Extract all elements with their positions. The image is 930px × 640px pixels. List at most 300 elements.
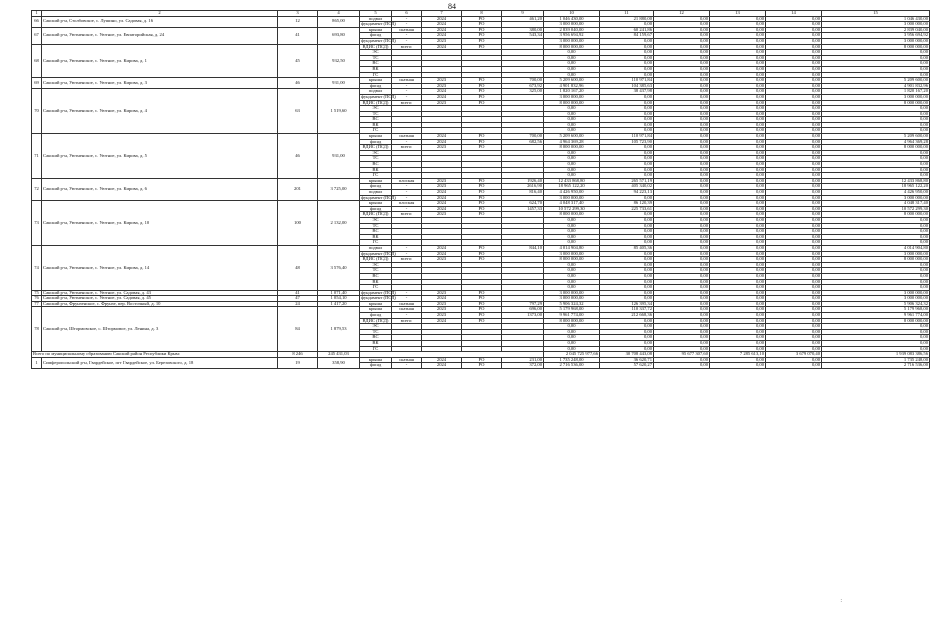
value-cell: 0,00 bbox=[822, 341, 930, 347]
value-cell: 3 000 000,00 bbox=[544, 296, 600, 302]
value-cell: РО bbox=[462, 363, 502, 369]
value-cell: 0,00 bbox=[654, 122, 710, 128]
value-cell: 3 000 000,00 bbox=[544, 195, 600, 201]
value-cell: 105 723,90 bbox=[600, 139, 654, 145]
value-cell: 0,00 bbox=[766, 234, 822, 240]
value-cell: 0,00 bbox=[544, 167, 600, 173]
value-cell: 0,00 bbox=[822, 72, 930, 78]
value-cell: крыша bbox=[360, 301, 392, 307]
value-cell: 0,00 bbox=[710, 61, 766, 67]
value-cell: 0,00 bbox=[766, 190, 822, 196]
value-cell: 0,00 bbox=[766, 363, 822, 369]
value-cell: 0,00 bbox=[654, 234, 710, 240]
value-cell: всего: bbox=[392, 257, 422, 263]
value-cell: 2024 bbox=[422, 89, 462, 95]
value-cell: 3 000 000,00 bbox=[544, 94, 600, 100]
value-cell: 8 000 000,00 bbox=[822, 145, 930, 151]
header-cell: 12 bbox=[654, 11, 710, 17]
value-cell: 0,00 bbox=[822, 268, 930, 274]
value-cell: 0,00 bbox=[544, 346, 600, 352]
value-cell: 0,00 bbox=[710, 66, 766, 72]
row-number: 77 bbox=[32, 301, 42, 307]
value-cell: 2024 bbox=[422, 357, 462, 363]
row-number: 75 bbox=[32, 290, 42, 296]
value-cell: 2024 bbox=[422, 206, 462, 212]
value-cell: 0,00 bbox=[710, 156, 766, 162]
value-cell: ГС bbox=[360, 173, 392, 179]
value-cell: РО bbox=[462, 89, 502, 95]
value-cell: 0,00 bbox=[544, 122, 600, 128]
value-cell: ЭС bbox=[360, 50, 392, 56]
value-cell: 0,00 bbox=[544, 66, 600, 72]
value-cell: ЭС bbox=[360, 324, 392, 330]
value-cell: 3 000 000,00 bbox=[822, 195, 930, 201]
value-cell: ВС bbox=[360, 61, 392, 67]
total-area-cell: 3 725,00 bbox=[318, 178, 360, 200]
address-cell: Сакский р-н, Уютненское, с. Уютное, ул. Кирова, д. 5 bbox=[42, 134, 278, 179]
value-cell: 0,00 bbox=[766, 313, 822, 319]
value-cell: ГС bbox=[360, 285, 392, 291]
value-cell: 0,00 bbox=[710, 100, 766, 106]
value-cell: 0,00 bbox=[654, 240, 710, 246]
value-cell: 4 964 369,28 bbox=[544, 139, 600, 145]
value-cell: всего: bbox=[392, 100, 422, 106]
value-cell: 0,00 bbox=[822, 55, 930, 61]
value-cell: - bbox=[392, 190, 422, 196]
value-cell: 0,00 bbox=[600, 262, 654, 268]
value-cell: 8 000 000,00 bbox=[544, 212, 600, 218]
value-cell: 0,00 bbox=[766, 94, 822, 100]
value-cell: 0,00 bbox=[654, 341, 710, 347]
value-cell: - bbox=[392, 22, 422, 28]
value-cell: 0,00 bbox=[654, 257, 710, 263]
value-cell: 0,00 bbox=[766, 89, 822, 95]
value-cell: 0,00 bbox=[710, 89, 766, 95]
value-cell: 0,00 bbox=[766, 240, 822, 246]
area-cell: 84 bbox=[278, 307, 318, 352]
value-cell: 0,00 bbox=[600, 251, 654, 257]
value-cell: ВДИС (ПСД) bbox=[360, 145, 392, 151]
value-cell: 0,00 bbox=[710, 346, 766, 352]
value-cell: 2024 bbox=[422, 296, 462, 302]
value-cell: 0,00 bbox=[710, 50, 766, 56]
row-number: 73 bbox=[32, 201, 42, 246]
value-cell: 0,00 bbox=[544, 173, 600, 179]
value-cell: 0,00 bbox=[600, 55, 654, 61]
summary-value: 7 285 613,10 bbox=[710, 352, 766, 358]
value-cell: 0,00 bbox=[710, 83, 766, 89]
value-cell: крыша bbox=[360, 201, 392, 207]
value-cell: 0,00 bbox=[654, 357, 710, 363]
value-cell: РО bbox=[462, 190, 502, 196]
value-cell: плоская bbox=[392, 178, 422, 184]
total-area-cell: 1 879,53 bbox=[318, 307, 360, 352]
value-cell: 1 735 248,00 bbox=[544, 357, 600, 363]
summary-area: 8 246 bbox=[278, 352, 318, 358]
value-cell: 0,00 bbox=[654, 134, 710, 140]
total-area-cell: 3 576,40 bbox=[318, 245, 360, 290]
value-cell: 0,00 bbox=[822, 173, 930, 179]
header-cell: 8 bbox=[462, 11, 502, 17]
value-cell: фундамент (ПСД) bbox=[361, 194, 396, 200]
value-cell: 0,00 bbox=[766, 273, 822, 279]
value-cell: 0,00 bbox=[822, 61, 930, 67]
value-cell: РО bbox=[462, 257, 502, 263]
address-cell: Сакский р-н, Уютненское, с. Уютное, ул. Евпаторийская, д. 24 bbox=[42, 27, 278, 44]
area-cell: 48 bbox=[278, 245, 318, 290]
value-cell: 0,00 bbox=[766, 357, 822, 363]
value-cell: 1 735 248,00 bbox=[822, 357, 930, 363]
value-cell: ВДИС (ПСД) bbox=[360, 212, 392, 218]
value-cell: РО bbox=[462, 139, 502, 145]
value-cell: ТС bbox=[360, 223, 392, 229]
value-cell: 0,00 bbox=[710, 173, 766, 179]
value-cell: всего: bbox=[392, 145, 422, 151]
value-cell: 2024 bbox=[422, 251, 462, 257]
value-cell: 0,00 bbox=[766, 156, 822, 162]
value-cell: 0,00 bbox=[766, 27, 822, 33]
value-cell: ВДИС (ПСД) bbox=[360, 257, 392, 263]
value-cell: 0,00 bbox=[654, 245, 710, 251]
value-cell: 0,00 bbox=[600, 257, 654, 263]
value-cell: РО bbox=[462, 290, 502, 296]
value-cell: - bbox=[392, 139, 422, 145]
value-cell: 0,00 bbox=[766, 106, 822, 112]
value-cell: 682,56 bbox=[502, 139, 544, 145]
value-cell: крыша bbox=[360, 357, 392, 363]
value-cell: 0,00 bbox=[544, 268, 600, 274]
value-cell: 0,00 bbox=[600, 44, 654, 50]
area-cell: 12 bbox=[278, 16, 318, 27]
value-cell: 0,00 bbox=[544, 234, 600, 240]
value-cell: 0,00 bbox=[766, 290, 822, 296]
value-cell: 0,00 bbox=[600, 38, 654, 44]
header-cell: 7 bbox=[422, 11, 462, 17]
value-cell: 0,00 bbox=[600, 273, 654, 279]
total-area-cell: 1 071,40 bbox=[318, 290, 360, 296]
value-cell: фасад bbox=[360, 184, 392, 190]
header-cell: 4 bbox=[318, 11, 360, 17]
value-cell: крыша bbox=[360, 134, 392, 140]
value-cell: ТС bbox=[360, 156, 392, 162]
value-cell: 0,00 bbox=[710, 178, 766, 184]
value-cell: 0,00 bbox=[654, 285, 710, 291]
value-cell: 0,00 bbox=[544, 217, 600, 223]
value-cell: 0,00 bbox=[766, 251, 822, 257]
value-cell: 0,00 bbox=[766, 178, 822, 184]
value-cell: РО bbox=[462, 27, 502, 33]
value-cell: 18 965 122,20 bbox=[544, 184, 600, 190]
value-cell: 0,00 bbox=[710, 139, 766, 145]
value-cell: 3 000 000,00 bbox=[822, 296, 930, 302]
value-cell: 0,00 bbox=[766, 33, 822, 39]
value-cell: 1 046 430,00 bbox=[822, 16, 930, 22]
value-cell: 0,00 bbox=[710, 38, 766, 44]
value-cell: 3 956 694,92 bbox=[822, 33, 930, 39]
value-cell: 0,00 bbox=[710, 217, 766, 223]
value-cell: ЭС bbox=[360, 106, 392, 112]
value-cell: 0,00 bbox=[654, 262, 710, 268]
value-cell: 0,00 bbox=[822, 223, 930, 229]
value-cell: 0,00 bbox=[710, 16, 766, 22]
value-cell: 0,00 bbox=[822, 66, 930, 72]
value-cell: - bbox=[392, 290, 422, 296]
value-cell: 0,00 bbox=[544, 111, 600, 117]
value-cell: 8 000 000,00 bbox=[822, 257, 930, 263]
value-cell: 4 048 317,40 bbox=[544, 201, 600, 207]
value-cell: 0,00 bbox=[822, 335, 930, 341]
value-cell: 0,00 bbox=[544, 128, 600, 134]
value-cell: 0,00 bbox=[766, 117, 822, 123]
value-cell: 0,00 bbox=[766, 78, 822, 84]
value-cell: 2024 bbox=[422, 94, 462, 100]
value-cell: 0,00 bbox=[600, 66, 654, 72]
address-cell: Сакский р-н, Уютненское, с. Уютное, ул. Кирова, д. 10 bbox=[42, 201, 278, 246]
value-cell: 0,00 bbox=[654, 307, 710, 313]
value-cell: скатная bbox=[392, 307, 422, 313]
total-area-cell: 932,50 bbox=[318, 44, 360, 78]
value-cell: 1926,40 bbox=[502, 178, 544, 184]
value-cell: 0,00 bbox=[654, 44, 710, 50]
value-cell: 0,00 bbox=[766, 184, 822, 190]
value-cell: 0,00 bbox=[654, 223, 710, 229]
value-cell: скатная bbox=[392, 27, 422, 33]
value-cell: 0,00 bbox=[600, 279, 654, 285]
area-cell: 46 bbox=[278, 78, 318, 89]
value-cell: 0,00 bbox=[600, 145, 654, 151]
value-cell: 126 395,34 bbox=[600, 301, 654, 307]
value-cell: РО bbox=[462, 83, 502, 89]
value-cell: 0,00 bbox=[600, 341, 654, 347]
value-cell: фундамент (ПСД) bbox=[361, 37, 396, 43]
value-cell: 0,00 bbox=[544, 223, 600, 229]
value-cell: 0,00 bbox=[710, 285, 766, 291]
value-cell: 0,00 bbox=[766, 167, 822, 173]
value-cell: 0,00 bbox=[766, 111, 822, 117]
value-cell: 0,00 bbox=[600, 240, 654, 246]
value-cell: 0,00 bbox=[766, 329, 822, 335]
value-cell: крыша bbox=[360, 178, 392, 184]
value-cell: 0,00 bbox=[766, 66, 822, 72]
value-cell: 0,00 bbox=[654, 324, 710, 330]
value-cell: 2024 bbox=[422, 195, 462, 201]
value-cell: 0,00 bbox=[710, 279, 766, 285]
value-cell: РО bbox=[462, 78, 502, 84]
value-cell: 0,00 bbox=[600, 285, 654, 291]
value-cell: 0,00 bbox=[600, 94, 654, 100]
value-cell: 0,00 bbox=[600, 217, 654, 223]
value-cell: 0,00 bbox=[544, 335, 600, 341]
value-cell: 0,00 bbox=[710, 301, 766, 307]
value-cell: ГС bbox=[360, 128, 392, 134]
value-cell: 0,00 bbox=[654, 27, 710, 33]
value-cell: 2024 bbox=[422, 318, 462, 324]
value-cell: 0,00 bbox=[600, 335, 654, 341]
value-cell: 0,00 bbox=[766, 122, 822, 128]
value-cell: 0,00 bbox=[654, 212, 710, 218]
value-cell: 0,00 bbox=[766, 55, 822, 61]
value-cell: - bbox=[392, 16, 422, 22]
value-cell: 0,00 bbox=[766, 335, 822, 341]
value-cell: 0,00 bbox=[544, 150, 600, 156]
value-cell: РО bbox=[462, 245, 502, 251]
value-cell: 0,00 bbox=[822, 229, 930, 235]
footer-mark: : bbox=[840, 598, 842, 604]
value-cell: РО bbox=[462, 184, 502, 190]
value-cell: 5 179 968,00 bbox=[544, 307, 600, 313]
total-area-cell: 2 132,00 bbox=[318, 201, 360, 246]
row-number: 72 bbox=[32, 178, 42, 200]
value-cell: РО bbox=[462, 357, 502, 363]
value-cell: 0,00 bbox=[710, 212, 766, 218]
header-cell: 13 bbox=[710, 11, 766, 17]
value-cell: 0,00 bbox=[600, 234, 654, 240]
value-cell: ВК bbox=[360, 234, 392, 240]
value-cell: 36 620,71 bbox=[600, 357, 654, 363]
value-cell: 0,00 bbox=[600, 167, 654, 173]
value-cell: 0,00 bbox=[544, 273, 600, 279]
value-cell: 86 120,39 bbox=[600, 201, 654, 207]
value-cell: 0,00 bbox=[822, 117, 930, 123]
total-area-cell: 358,90 bbox=[318, 357, 360, 368]
value-cell: 0,00 bbox=[710, 44, 766, 50]
value-cell: 38 437,98 bbox=[600, 89, 654, 95]
value-cell: 0,00 bbox=[600, 229, 654, 235]
value-cell: 0,00 bbox=[654, 162, 710, 168]
value-cell: 8 000 000,00 bbox=[544, 257, 600, 263]
value-cell: 4 426 950,00 bbox=[822, 190, 930, 196]
value-cell: 3 000 000,00 bbox=[544, 251, 600, 257]
value-cell: РО bbox=[462, 307, 502, 313]
value-cell: 0,00 bbox=[654, 150, 710, 156]
value-cell: скатная bbox=[392, 301, 422, 307]
value-cell: 0,00 bbox=[710, 290, 766, 296]
value-cell: 0,00 bbox=[822, 234, 930, 240]
area-cell: 46 bbox=[278, 134, 318, 179]
value-cell: ТС bbox=[360, 111, 392, 117]
value-cell: 0,00 bbox=[766, 324, 822, 330]
value-cell: скатная bbox=[392, 134, 422, 140]
value-cell: 380,00 bbox=[502, 27, 544, 33]
value-cell: 0,00 bbox=[766, 150, 822, 156]
value-cell: 0,00 bbox=[654, 38, 710, 44]
value-cell: ВС bbox=[360, 117, 392, 123]
value-cell: 0,00 bbox=[654, 206, 710, 212]
value-cell: 0,00 bbox=[766, 223, 822, 229]
value-cell: 0,00 bbox=[600, 156, 654, 162]
header-cell: 1 bbox=[32, 11, 42, 17]
value-cell: подвал bbox=[360, 89, 392, 95]
value-cell: ВК bbox=[360, 167, 392, 173]
area-cell: 41 bbox=[278, 290, 318, 296]
value-cell: 4 964 369,28 bbox=[822, 139, 930, 145]
value-cell: РО bbox=[462, 301, 502, 307]
row-number: 68 bbox=[32, 44, 42, 78]
value-cell: - bbox=[392, 89, 422, 95]
value-cell: всего: bbox=[392, 212, 422, 218]
value-cell: 0,00 bbox=[710, 335, 766, 341]
value-cell: 0,00 bbox=[710, 150, 766, 156]
value-cell: 0,00 bbox=[766, 61, 822, 67]
value-cell: ВС bbox=[360, 162, 392, 168]
value-cell: 0,00 bbox=[710, 206, 766, 212]
value-cell: 2 716 536,00 bbox=[822, 363, 930, 369]
value-cell: - bbox=[392, 184, 422, 190]
value-cell: 8 000 000,00 bbox=[822, 44, 930, 50]
value-cell: 0,00 bbox=[654, 290, 710, 296]
value-cell: ЭС bbox=[360, 217, 392, 223]
address-cell: Сакский р-н, Штормовское, с. Штормовое, ул. Ленина, д. 3 bbox=[42, 307, 278, 352]
row-number: 76 bbox=[32, 296, 42, 302]
value-cell: 0,00 bbox=[544, 229, 600, 235]
value-cell: 624,70 bbox=[502, 201, 544, 207]
value-cell: РО bbox=[462, 201, 502, 207]
value-cell: 0,00 bbox=[654, 61, 710, 67]
value-cell: 0,00 bbox=[766, 318, 822, 324]
value-cell: ВК bbox=[360, 66, 392, 72]
value-cell: 0,00 bbox=[710, 78, 766, 84]
value-cell: 0,00 bbox=[654, 217, 710, 223]
value-cell: 110 971,84 bbox=[600, 78, 654, 84]
value-cell: 1373,00 bbox=[502, 313, 544, 319]
summary-total-area: 245 431,03 bbox=[318, 352, 360, 358]
value-cell: 0,00 bbox=[766, 195, 822, 201]
value-cell: фундамент (ПСД) bbox=[361, 21, 396, 27]
value-cell: 0,00 bbox=[822, 50, 930, 56]
value-cell: 231,00 bbox=[502, 357, 544, 363]
value-cell: 0,00 bbox=[654, 335, 710, 341]
area-cell: 41 bbox=[278, 27, 318, 44]
value-cell: 0,00 bbox=[654, 173, 710, 179]
value-cell: 0,00 bbox=[710, 145, 766, 151]
value-cell: 2024 bbox=[422, 22, 462, 28]
value-cell: 12 433 868,80 bbox=[822, 178, 930, 184]
value-cell: фундамент (ПСД) bbox=[361, 93, 396, 99]
value-cell: 0,00 bbox=[822, 217, 930, 223]
value-cell: 0,00 bbox=[766, 245, 822, 251]
value-cell: 0,00 bbox=[710, 223, 766, 229]
value-cell: 0,00 bbox=[766, 100, 822, 106]
header-cell: 11 bbox=[600, 11, 654, 17]
value-cell: РО bbox=[462, 296, 502, 302]
value-cell: 1457,33 bbox=[502, 206, 544, 212]
value-cell: 0,00 bbox=[654, 184, 710, 190]
value-cell: 0,00 bbox=[710, 33, 766, 39]
value-cell: фасад bbox=[360, 363, 392, 369]
value-cell: 0,00 bbox=[600, 106, 654, 112]
value-cell: 2024 bbox=[422, 190, 462, 196]
value-cell: 2024 bbox=[422, 16, 462, 22]
value-cell: 84 159,67 bbox=[600, 33, 654, 39]
value-cell: 0,00 bbox=[600, 268, 654, 274]
value-cell: РО bbox=[462, 145, 502, 151]
value-cell: 0,00 bbox=[766, 38, 822, 44]
value-cell: РО bbox=[462, 206, 502, 212]
address-cell: Сакский р-н, Уютненское, с. Уютное, ул. Кирова, д. 3 bbox=[42, 78, 278, 89]
area-cell: 45 bbox=[278, 44, 318, 78]
value-cell: РО bbox=[462, 318, 502, 324]
value-cell: 2023 bbox=[422, 178, 462, 184]
value-cell: РО bbox=[462, 178, 502, 184]
value-cell: - bbox=[392, 251, 422, 257]
value-cell: 110 971,84 bbox=[600, 134, 654, 140]
value-cell: 0,00 bbox=[544, 341, 600, 347]
value-cell: 0,00 bbox=[710, 313, 766, 319]
value-cell: 0,00 bbox=[766, 341, 822, 347]
value-cell: - bbox=[392, 206, 422, 212]
value-cell: 0,00 bbox=[654, 16, 710, 22]
value-cell: 0,00 bbox=[766, 72, 822, 78]
